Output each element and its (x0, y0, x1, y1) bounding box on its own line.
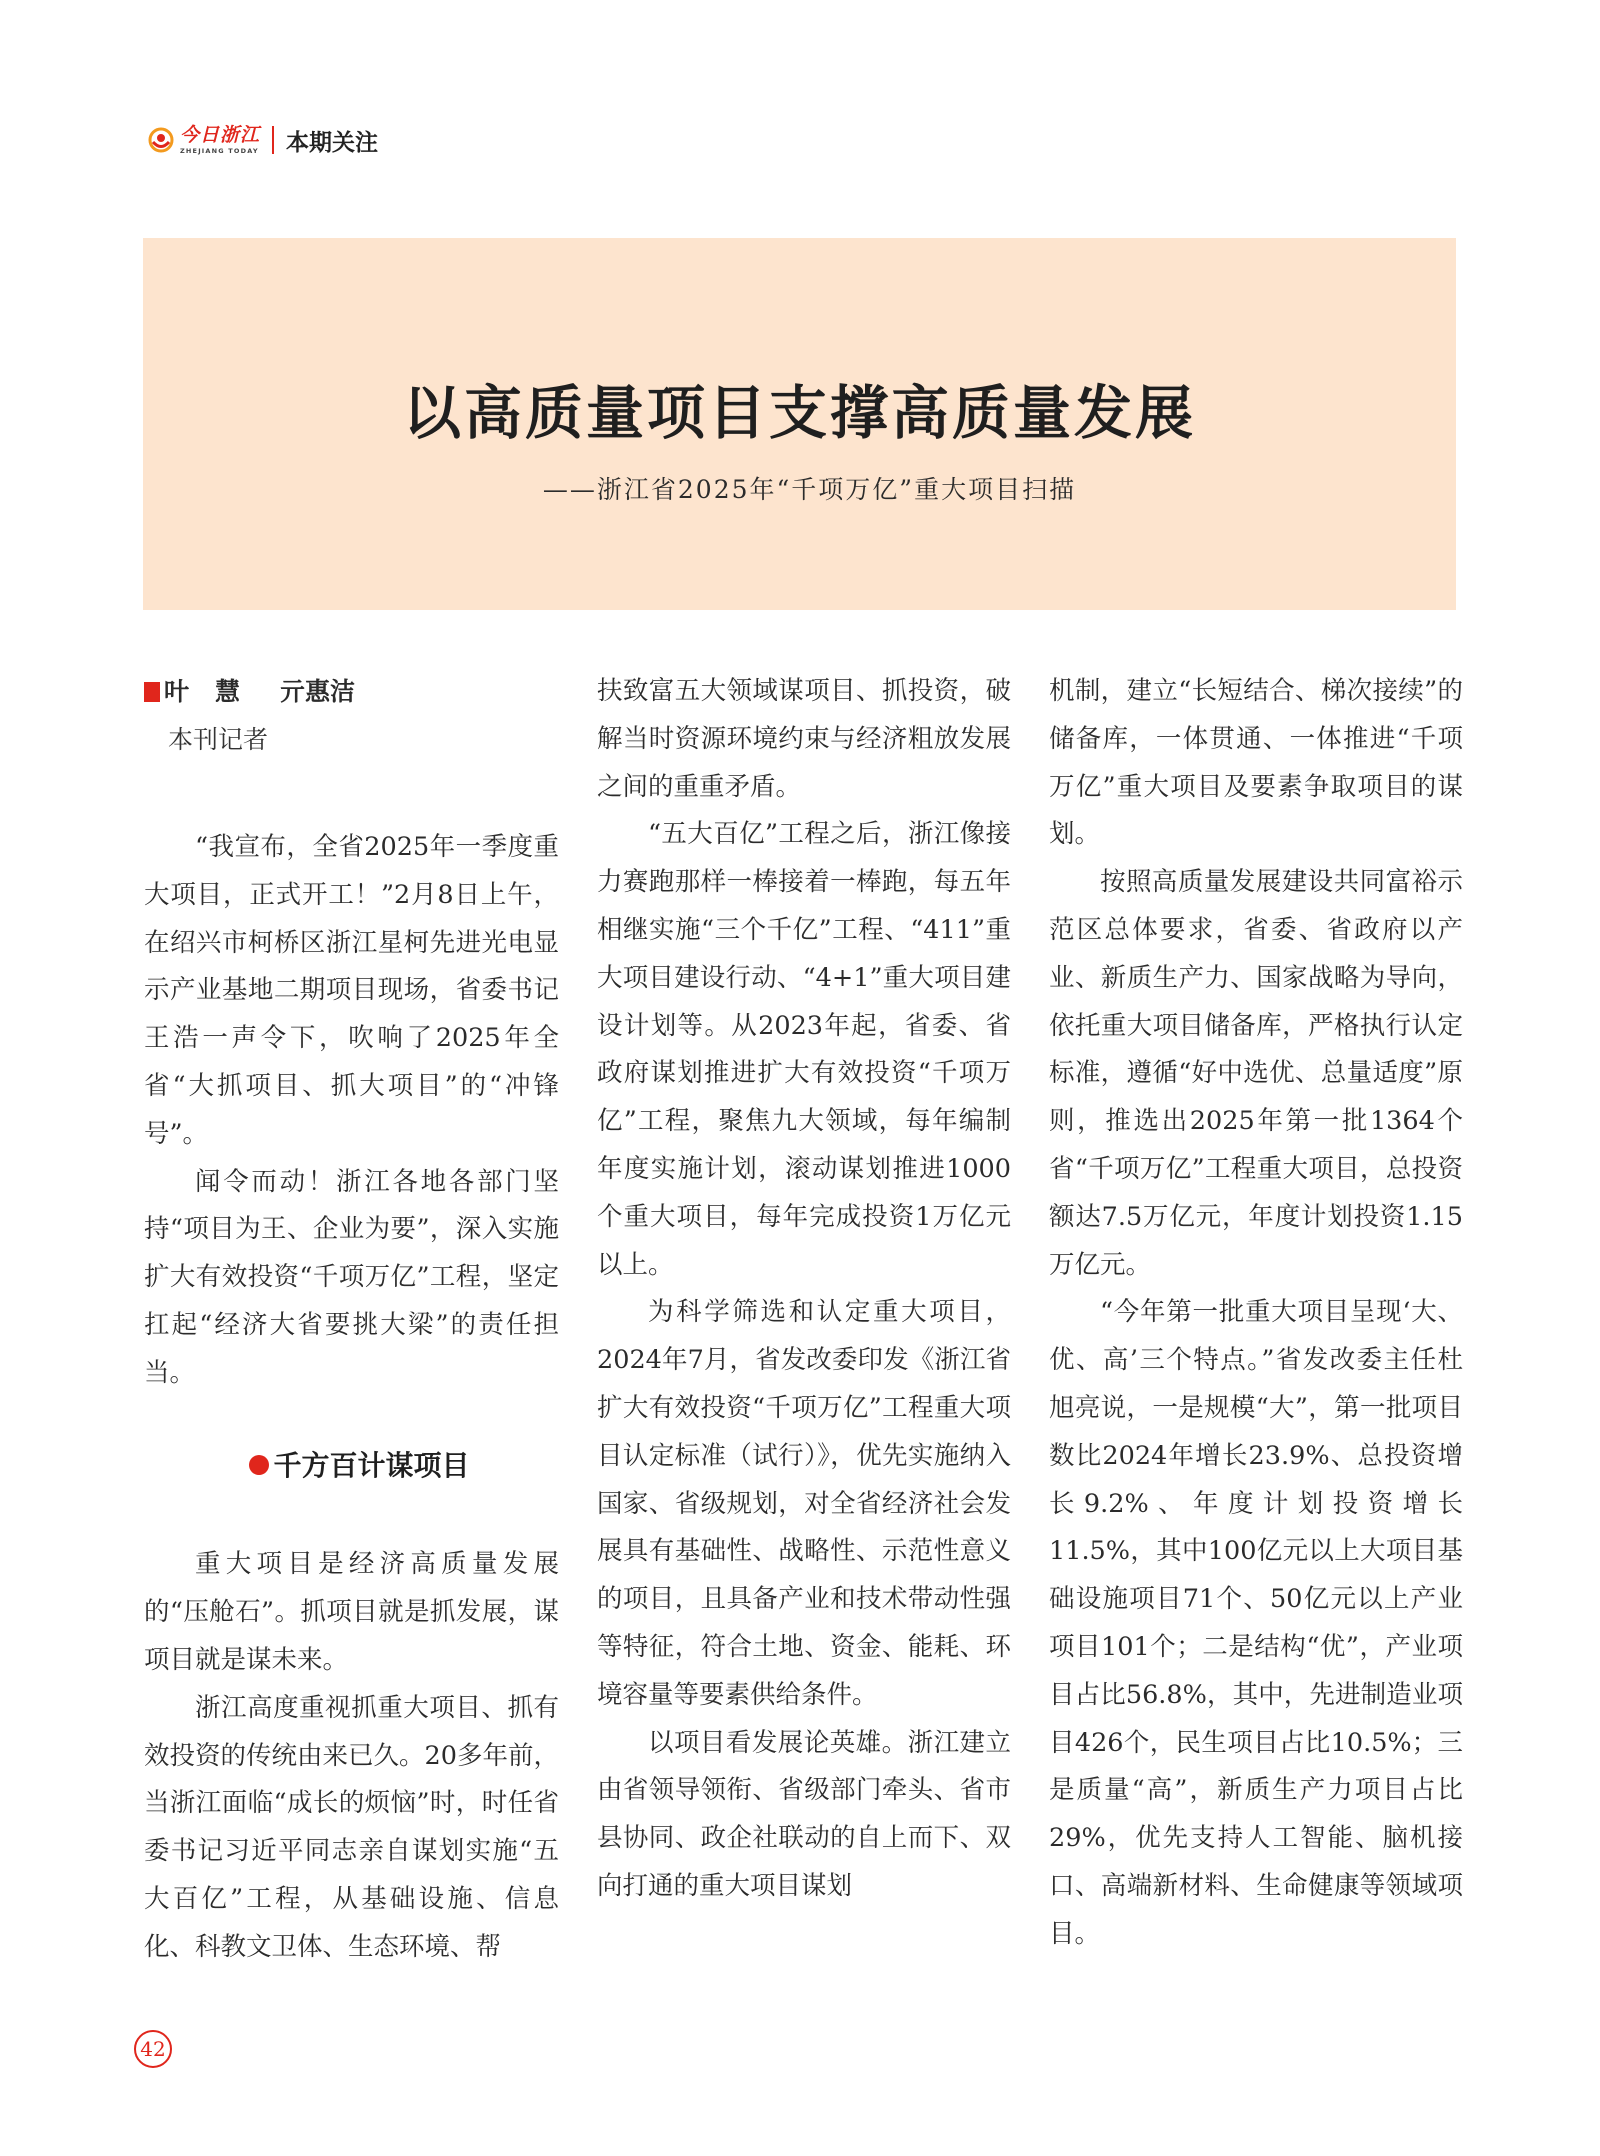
paragraph: 机制，建立“长短结合、梯次接续”的储备库，一体贯通、一体推进“千项万亿”重大项目及要素争取项目的谋划。 (1049, 676, 1463, 850)
author-1: 叶慧 (164, 677, 267, 706)
column-3 (1049, 668, 1463, 1959)
page-number: 42 (134, 2030, 172, 2068)
paragraph: 扶致富五大领域谋项目、抓投资，破解当时资源环境约束与经济粗放发展之间的重重矛盾。 (597, 676, 1011, 802)
paragraph: “今年第一批重大项目呈现‘大、优、高’三个特点。”省发改委主任杜旭亮说，一是规模“大”，第一批项目数比2024年增长23.9%、总投资增长9.2%、年度计划投资增长11.5%，其中100亿元以上大项目基础设施项目71个、50亿元以上产业项目101个；二是结构“优”，产业项目占比56.8%，其中，先进制造业项目426个，民生项目占比10.5%；三是质量“高”，新质生产力项目占比29%，优先支持人工智能、脑机接口、高端新材料、生命健康等领域项目。 (1049, 1297, 1463, 1949)
bullet-dot-icon (249, 1455, 269, 1475)
section-name: 本期关注 (286, 129, 379, 156)
page-header (148, 120, 378, 160)
section-subhead (144, 1442, 559, 1490)
paragraph: “我宣布，全省2025年一季度重大项目，正式开工！”2月8日上午，在绍兴市柯桥区浙江星柯先进光电显示产业基地二期项目现场，省委书记王浩一声令下，吹响了2025年全省“大抓项目、抓大项目”的“冲锋号”。 (144, 832, 559, 1149)
header-divider (272, 126, 274, 154)
paragraph: “五大百亿”工程之后，浙江像接力赛跑那样一棒接着一棒跑，每五年相继实施“三个千亿”工程、“411”重大项目建设行动、“4+1”重大项目建设计划等。从2023年起，省委、省政府谋划推进扩大有效投资“千项万亿”工程，聚焦九大领域，每年编制年度实施计划，滚动谋划推进1000个重大项目，每年完成投资1万亿元以上。 (597, 819, 1011, 1280)
byline-marker-icon (144, 682, 160, 702)
paragraph: 闻令而动！浙江各地各部门坚持“项目为王、企业为要”，深入实施扩大有效投资“千项万亿”工程，坚定扛起“经济大省要挑大梁”的责任担当。 (144, 1166, 559, 1388)
article-subtitle: ——浙江省2025年“千项万亿”重大项目扫描 (542, 475, 1077, 504)
logo-en: ZHEJIANG TODAY (180, 146, 259, 155)
paragraph: 浙江高度重视抓重大项目、抓有效投资的传统由来已久。20多年前，当浙江面临“成长的烦恼”时，时任省委书记习近平同志亲自谋划实施“五大百亿”工程，从基础设施、信息化、科教文卫体、生态环境、帮 (144, 1692, 559, 1962)
author-role: 本刊记者 (168, 725, 269, 754)
column-1 (144, 668, 559, 1972)
paragraph: 以项目看发展论英雄。浙江建立由省领导领衔、省级部门牵头、省市县协同、政企社联动的自上而下、双向打通的重大项目谋划 (597, 1727, 1011, 1901)
paragraph: 为科学筛选和认定重大项目，2024年7月，省发改委印发《浙江省扩大有效投资“千项万亿”工程重大项目认定标准（试行）》，优先实施纳入国家、省级规划，对全省经济社会发展具有基础性、战略性、示范性意义的项目，且具备产业和技术带动性强等特征，符合土地、资金、能耗、环境容量等要素供给条件。 (597, 1297, 1011, 1710)
paragraph: 重大项目是经济高质量发展的“压舱石”。抓项目就是抓发展，谋项目就是谋未来。 (144, 1549, 559, 1675)
article-title: 以高质量项目支撑高质量发展 (402, 379, 1196, 447)
column-2 (597, 668, 1011, 1911)
author-2: 亓惠洁 (280, 677, 356, 706)
logo (180, 123, 261, 155)
title-box (143, 238, 1456, 610)
byline (144, 668, 559, 716)
logo-sun-icon (148, 127, 174, 153)
logo-cn: 今日浙江 (180, 123, 261, 146)
paragraph: 按照高质量发展建设共同富裕示范区总体要求，省委、省政府以产业、新质生产力、国家战略为导向，依托重大项目储备库，严格执行认定标准，遵循“好中选优、总量适度”原则，推选出2025年第一批1364个省“千项万亿”工程重大项目，总投资额达7.5万亿元，年度计划投资1.15万亿元。 (1049, 867, 1463, 1280)
subhead-text: 千方百计谋项目 (273, 1448, 470, 1482)
